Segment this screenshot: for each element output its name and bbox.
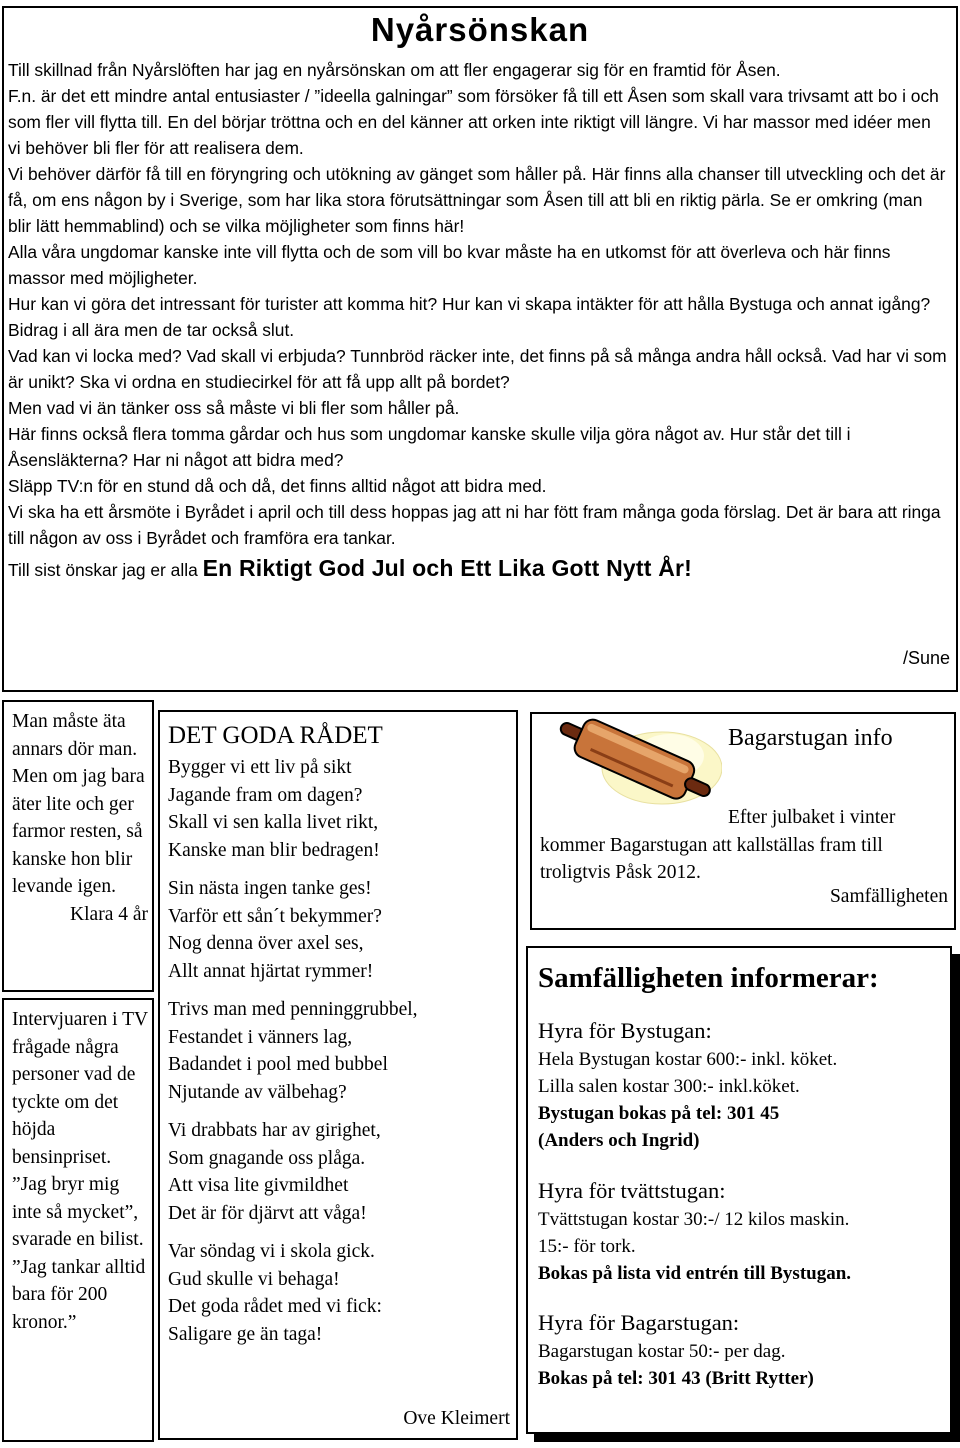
article-paragraph: Här finns också flera tomma gårdar och hus som ungdomar kanske skulle vilja göra något av. Hur står det till i Åsensläkterna? Har ni något att bidra med? — [8, 424, 851, 470]
article-body — [8, 57, 948, 583]
article-paragraph: Vi behöver därför få till en föryngring och utökning av gänget som håller på. Här finns alla chanser till utveckling och det är få, om ens någon by i Sverige, som har lika stora förutsättningar som Åsen till att bli en riktig pärla. Se er omkring (man blir lätt hemmablind) och se vilka möjligheter som finns här! — [8, 164, 946, 236]
poem-line: Vi drabbats har av girighet, — [168, 1120, 381, 1141]
poem-stanza — [168, 754, 512, 864]
poem-line: Bygger vi ett liv på sikt — [168, 757, 352, 778]
poem-line: Det goda rådet med vi fick: — [168, 1296, 382, 1317]
bagarstugan-text — [540, 804, 952, 887]
poem-box — [158, 710, 518, 1440]
closing-prefix: Till sist önskar jag er alla — [8, 560, 203, 580]
poem-line: Sin nästa ingen tanke ges! — [168, 878, 372, 899]
tvattstugan-price-machine: Tvättstugan kostar 30:-/ 12 kilos maskin. — [538, 1209, 850, 1230]
rolling-pin-icon — [550, 716, 722, 808]
quote-body: Man måste äta annars dör man. Men om jag bara äter lite och ger farmor resten, så kanske hon blir levande igen. — [12, 711, 145, 897]
bagarstugan-rent-heading: Hyra för Bagarstugan: — [538, 1310, 740, 1335]
article-paragraph: Vi ska ha ett årsmöte i Byrådet i april och till dess hoppas jag att ni har fött fram många goda förslag. Det är bara att ringa till någon av oss i Byrådet och framföra era tankar. — [8, 502, 941, 548]
poem-line: Jagande fram om dagen? — [168, 784, 363, 806]
closing-wish: En Riktigt God Jul och Ett Lika Gott Nytt År! — [202, 555, 693, 581]
poem-line: Badandet i pool med bubbel — [168, 1054, 388, 1075]
article-paragraph: F.n. är det ett mindre antal entusiaster / ”ideella galningar” som försöker få till ett Åsen som skall vara trivsamt att bo i och som fler vill flytta till. En del börjar tröttna och en del känner att orken inte riktigt vill längre. Vi har massor med idéer men vi behöver bli fler för att realisera dem. — [8, 86, 939, 158]
poem-line: Nog denna över axel ses, — [168, 933, 364, 954]
poem-stanza — [168, 996, 512, 1106]
bystugan-contact: (Anders och Ingrid) — [538, 1130, 700, 1151]
poem-line: Kanske man blir bedragen! — [168, 839, 380, 861]
poem-title: DET GODA RÅDET — [168, 722, 383, 749]
tvattstugan-section — [538, 1176, 948, 1287]
poem-line: Att visa lite givmildhet — [168, 1175, 349, 1196]
article-paragraph: Alla våra ungdomar kanske inte vill flytta och de som vill bo kvar måste ha en utkomst för att överleva och här finns massor med möjligheter. — [8, 242, 891, 288]
tvattstugan-heading: Hyra för tvättstugan: — [538, 1178, 726, 1203]
poem-stanza — [168, 1117, 512, 1227]
quote-author: Klara 4 år — [70, 903, 148, 925]
poem-line: Allt annat hjärtat rymmer! — [168, 960, 374, 982]
tvattstugan-price-dryer: 15:- för tork. — [538, 1236, 636, 1257]
quote-text: Intervjuaren i TV frågade några personer vad de tyckte om det höjda bensinpriset. ”Jag bryr mig inte så mycket”, svarade en bilist. ”Jag tankar alltid bara för 200 kronor.” — [12, 1009, 148, 1333]
poem-stanza — [168, 875, 512, 985]
poem-line: Varför ett sån´t bekymmer? — [168, 905, 382, 927]
bagarstugan-text-rest: kommer Bagarstugan att kallställas fram till troligtvis Påsk 2012. — [540, 834, 883, 883]
poem-line: Skall vi sen kalla livet rikt, — [168, 812, 379, 833]
bagarstugan-rent-booking: Bokas på tel: 301 43 (Britt Rytter) — [538, 1368, 814, 1389]
bagarstugan-title: Bagarstugan info — [728, 725, 893, 751]
article-signature: /Sune — [902, 648, 950, 668]
bagarstugan-info-box — [530, 712, 956, 930]
poem-line: Festandet i vänners lag, — [168, 1026, 353, 1048]
tvattstugan-booking: Bokas på lista vid entrén till Bystugan. — [538, 1263, 852, 1284]
samfalligheten-box — [526, 946, 952, 1434]
samfalligheten-title: Samfälligheten informerar: — [538, 962, 879, 994]
article-paragraph: Vad kan vi locka med? Vad skall vi erbjuda? Tunnbröd räcker inte, det finns på så många andra håll också. Vad har vi som är unikt? Ska vi ordna en studiecirkel för att få upp allt på bordet? — [8, 346, 947, 392]
poem-line: Saligare ge än taga! — [168, 1323, 323, 1345]
poem-line: Njutande av välbehag? — [168, 1081, 347, 1103]
poem-author: Ove Kleimert — [403, 1408, 510, 1429]
poem-line: Som gnagande oss plåga. — [168, 1147, 366, 1169]
poem-body — [168, 754, 512, 1359]
article-paragraph: Hur kan vi göra det intressant för turister att komma hit? Hur kan vi skapa intäkter för att hålla Bystuga och annat igång? Bidrag i all ära men de tar också slut. — [8, 294, 931, 340]
bagarstugan-rent-price: Bagarstugan kostar 50:- per dag. — [538, 1341, 786, 1362]
quote-box-child — [2, 700, 154, 992]
poem-line: Gud skulle vi behaga! — [168, 1268, 340, 1290]
bystugan-price-small: Lilla salen kostar 300:- inkl.köket. — [538, 1076, 800, 1097]
bystugan-section — [538, 1016, 948, 1154]
poem-stanza — [168, 1238, 512, 1348]
article-paragraph: Släpp TV:n för en stund då och då, det finns alltid något att bidra med. — [8, 476, 547, 496]
bagarstugan-text-first: Efter julbaket i vinter — [728, 807, 896, 828]
poem-line: Det är för djärvt att våga! — [168, 1202, 367, 1224]
closing-line — [8, 555, 948, 583]
quote-box-interview — [2, 998, 154, 1442]
article-paragraph: Men vad vi än tänker oss så måste vi bli fler som håller på. — [8, 398, 460, 418]
article-paragraph: Till skillnad från Nyårslöften har jag en nyårsönskan om att fler engagerar sig för en framtid för Åsen. — [8, 60, 781, 80]
poem-line: Trivs man med penninggrubbel, — [168, 999, 418, 1020]
bystugan-booking: Bystugan bokas på tel: 301 45 — [538, 1103, 780, 1124]
article-title: Nyårsönskan — [370, 11, 590, 48]
bagarstugan-signature: Samfälligheten — [829, 886, 948, 907]
bystugan-price-full: Hela Bystugan kostar 600:- inkl. köket. — [538, 1049, 838, 1070]
bagarstugan-rent-section — [538, 1308, 948, 1392]
quote-text — [12, 708, 150, 928]
bystugan-heading: Hyra för Bystugan: — [538, 1018, 712, 1043]
poem-line: Var söndag vi i skola gick. — [168, 1241, 375, 1262]
